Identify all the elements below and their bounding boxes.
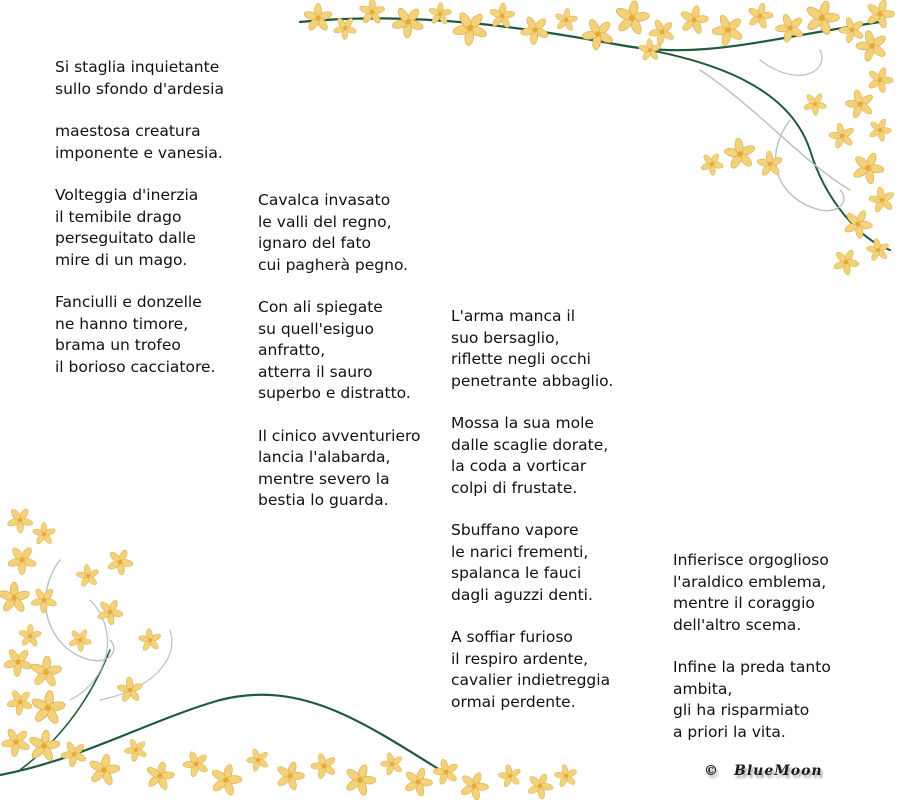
jasmine-flower-icon: [178, 745, 215, 782]
jasmine-flower-icon: [28, 689, 68, 727]
author-name: BlueMoon: [734, 763, 823, 779]
jasmine-flower-icon: [553, 7, 580, 33]
vine-swirl: [620, 45, 890, 250]
poem-line: l'araldico emblema,: [673, 572, 827, 591]
jasmine-flower-icon: [770, 7, 811, 48]
poem-stanza: [451, 413, 613, 499]
poem-line: Sbuffano vapore: [451, 521, 579, 539]
jasmine-flower-icon: [523, 769, 558, 800]
jasmine-flower-icon: [142, 759, 177, 793]
vine-swirl: [70, 600, 107, 700]
vine-swirl: [760, 50, 822, 75]
poem-line: anfratto,: [258, 341, 326, 359]
jasmine-flower-icon: [850, 23, 894, 68]
jasmine-flower-icon: [25, 728, 62, 764]
poem-column-2: [258, 190, 421, 533]
jasmine-flower-icon: [386, 0, 431, 44]
poem-line: Fanciulli e donzelle: [55, 293, 202, 311]
poem-line: gli ha risparmiato: [673, 701, 810, 719]
poem-line: brama un trofeo: [55, 336, 181, 354]
jasmine-flower-icon: [800, 0, 844, 39]
poem-line: il respiro ardente,: [451, 649, 589, 668]
jasmine-flower-icon: [828, 244, 864, 279]
jasmine-flower-icon: [340, 760, 381, 800]
jasmine-flower-icon: [0, 721, 37, 762]
jasmine-flower-icon: [677, 3, 712, 37]
jasmine-flower-icon: [242, 743, 275, 776]
jasmine-flower-icon: [135, 624, 165, 655]
poem-line: Si staglia inquietante: [55, 58, 220, 76]
jasmine-flower-icon: [92, 594, 128, 629]
jasmine-flower-icon: [428, 754, 464, 790]
poem-line: dagli aguzzi denti.: [451, 585, 593, 604]
jasmine-flower-icon: [840, 84, 880, 124]
jasmine-flower-icon: [56, 735, 93, 772]
jasmine-flower-icon: [85, 751, 123, 788]
jasmine-flower-icon: [113, 673, 147, 707]
jasmine-flower-icon: [376, 748, 408, 780]
jasmine-flower-icon: [73, 560, 104, 591]
poem-line: le narici frementi,: [451, 542, 589, 561]
poem-stanza: [673, 550, 831, 636]
jasmine-flower-icon: [0, 582, 31, 614]
vine-swirl: [776, 120, 844, 211]
poem-line: su quell'esiguo: [258, 319, 374, 338]
poem-stanza: [55, 57, 224, 100]
poem-stanza: [258, 426, 421, 512]
poem-line: sullo sfondo d'ardesia: [55, 79, 224, 98]
poem-line: le valli del regno,: [258, 212, 392, 231]
jasmine-flower-icon: [303, 4, 333, 32]
poem-line: cavalier indietreggia: [451, 671, 611, 689]
jasmine-flower-icon: [206, 760, 246, 799]
jasmine-flower-icon: [446, 3, 495, 52]
poem-line: atterra il sauro: [258, 362, 373, 381]
jasmine-flower-icon: [576, 11, 621, 56]
poem-column-1: [55, 57, 224, 399]
jasmine-flower-icon: [102, 544, 137, 579]
poem-stanza: [55, 292, 224, 378]
jasmine-flower-icon: [427, 2, 452, 26]
vine-swirl: [700, 70, 850, 190]
vine-swirl: [300, 18, 880, 50]
poem-line: Cavalca invasato: [258, 191, 391, 209]
jasmine-flower-icon: [358, 0, 386, 25]
poem-line: Infierisce orgoglioso: [673, 551, 829, 569]
poem-line: L'arma manca il: [451, 307, 575, 325]
jasmine-flower-icon: [863, 63, 897, 96]
poem-stanza: [451, 520, 613, 606]
poem-line: la coda a vorticar: [451, 457, 587, 475]
poem-line: mentre severo la: [258, 469, 390, 488]
jasmine-flower-icon: [2, 683, 39, 720]
jasmine-flower-icon: [834, 11, 871, 48]
poem-stanza: [258, 190, 421, 276]
jasmine-flower-icon: [862, 0, 899, 32]
poem-stanza: [451, 627, 613, 713]
jasmine-flower-icon: [2, 540, 43, 580]
jasmine-flower-icon: [28, 655, 63, 689]
jasmine-flower-icon: [329, 12, 362, 44]
poem-line: Infine la preda tanto: [673, 658, 831, 676]
jasmine-flower-icon: [744, 0, 776, 31]
jasmine-flower-icon: [635, 35, 665, 65]
jasmine-flower-icon: [494, 760, 526, 792]
jasmine-flower-icon: [865, 115, 896, 145]
poem-stanza: [451, 306, 613, 392]
jasmine-flower-icon: [551, 760, 582, 792]
poem-line: spalanca le fauci: [451, 564, 582, 582]
poem-stanza: [55, 185, 224, 271]
jasmine-flower-icon: [706, 7, 751, 52]
poem-line: il temibile drago: [55, 207, 182, 226]
poem-stanza: [673, 657, 831, 743]
jasmine-flower-icon: [487, 2, 516, 30]
jasmine-flower-icon: [26, 581, 63, 618]
jasmine-flower-icon: [120, 733, 153, 766]
poem-line: ignaro del fato: [258, 234, 372, 252]
poem-line: riflette negli occhi: [451, 350, 591, 368]
poem-line: penetrante abbaglio.: [451, 371, 614, 390]
poem-line: A soffiar furioso: [451, 628, 573, 646]
jasmine-flower-icon: [2, 502, 39, 538]
poem-line: imponente e vanesia.: [55, 143, 223, 162]
poem-line: colpi di frustate.: [451, 478, 578, 497]
vine-swirl: [100, 630, 172, 700]
poem-stanza: [258, 297, 421, 405]
jasmine-flower-icon: [839, 204, 878, 243]
poem-line: a priori la vita.: [673, 722, 786, 741]
jasmine-flower-icon: [18, 624, 43, 648]
poem-line: il borioso cacciatore.: [55, 357, 216, 376]
poem-line: Con ali spiegate: [258, 298, 383, 316]
poem-column-4: [673, 550, 831, 764]
poem-stanza: [55, 121, 224, 164]
poem-line: perseguitato dalle: [55, 229, 196, 247]
poem-line: dalle scaglie dorate,: [451, 435, 609, 454]
poem-line: mentre il coraggio: [673, 594, 815, 612]
poem-line: ne hanno timore,: [55, 314, 189, 333]
jasmine-flower-icon: [30, 519, 59, 549]
vine-swirl: [0, 695, 440, 775]
poem-line: suo bersaglio,: [451, 328, 560, 347]
copyright-symbol: ©: [704, 763, 718, 779]
vine-swirl: [20, 650, 110, 770]
poem-line: superbo e distratto.: [258, 384, 411, 402]
jasmine-flower-icon: [847, 147, 890, 189]
poem-line: ormai perdente.: [451, 692, 576, 711]
poem-line: mire di un mago.: [55, 250, 188, 269]
poem-line: ambita,: [673, 679, 733, 698]
jasmine-flower-icon: [0, 641, 39, 682]
poem-line: bestia lo guarda.: [258, 491, 389, 509]
poem-line: Il cinico avventuriero: [258, 426, 421, 445]
poem-line: Mossa la sua mole: [451, 414, 594, 432]
jasmine-flower-icon: [719, 132, 761, 175]
poem-line: maestosa creatura: [55, 122, 201, 140]
poem-line: lancia l'alabarda,: [258, 448, 391, 466]
jasmine-flower-icon: [455, 767, 494, 800]
jasmine-flower-icon: [272, 758, 309, 794]
poem-column-3: [451, 306, 613, 734]
jasmine-flower-icon: [644, 13, 681, 50]
author-signature: [704, 763, 823, 779]
poem-line: cui pagherà pegno.: [258, 255, 409, 274]
jasmine-flower-icon: [753, 147, 787, 182]
jasmine-flower-icon: [865, 182, 900, 218]
vine-swirl: [46, 560, 114, 661]
jasmine-flower-icon: [399, 763, 437, 800]
poem-line: Volteggia d'inerzia: [55, 186, 199, 204]
jasmine-flower-icon: [863, 234, 894, 266]
jasmine-flower-icon: [824, 118, 860, 154]
jasmine-flower-icon: [696, 148, 728, 180]
jasmine-flower-icon: [306, 747, 342, 784]
jasmine-flower-icon: [515, 9, 556, 50]
jasmine-flower-icon: [612, 0, 653, 37]
jasmine-flower-icon: [799, 88, 831, 120]
jasmine-flower-icon: [64, 624, 96, 656]
poem-line: dell'altro scema.: [673, 615, 802, 634]
